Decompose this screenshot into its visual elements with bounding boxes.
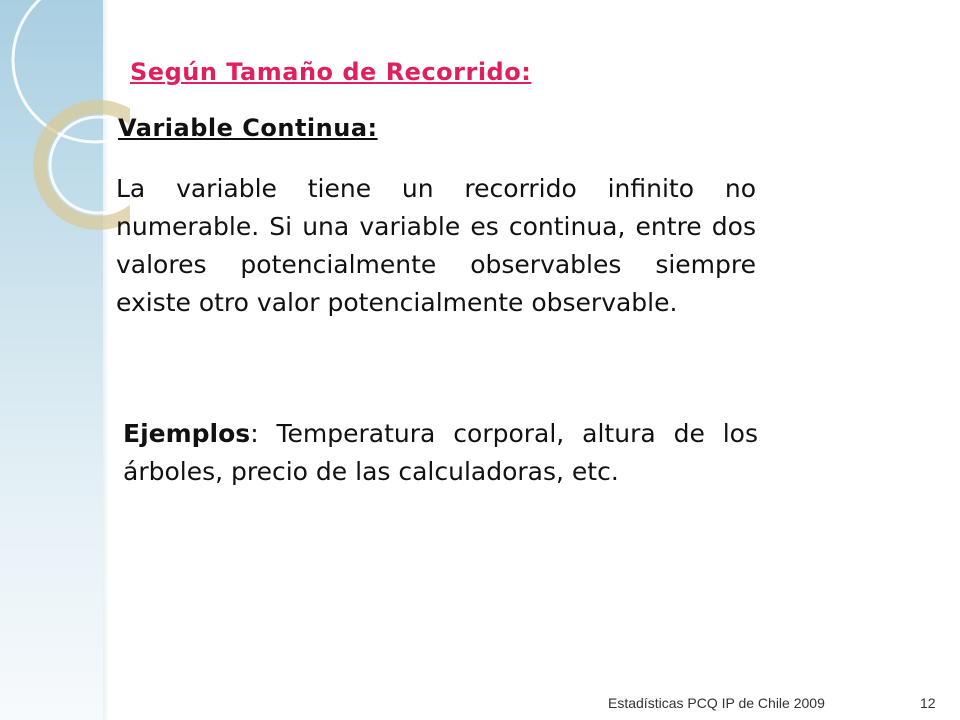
- footer-text: Estadísticas PCQ IP de Chile 2009: [608, 695, 825, 711]
- decorative-rings: [0, 0, 130, 300]
- definition-text: La variable tiene un recorrido infinito no numerable. Si una variable es continua, entre dos valores potencialmente observables siempre existe otro valor potencialmente observable.: [116, 174, 756, 317]
- examples-label: Ejemplos: [123, 419, 251, 448]
- section-title: Según Tamaño de Recorrido:: [130, 58, 532, 86]
- examples-paragraph: [123, 415, 758, 491]
- subtitle: Variable Continua:: [118, 114, 378, 142]
- examples-text: : Temperatura corporal, altura de los árboles, precio de las calculadoras, etc.: [123, 419, 758, 486]
- page-number: 12: [920, 695, 936, 711]
